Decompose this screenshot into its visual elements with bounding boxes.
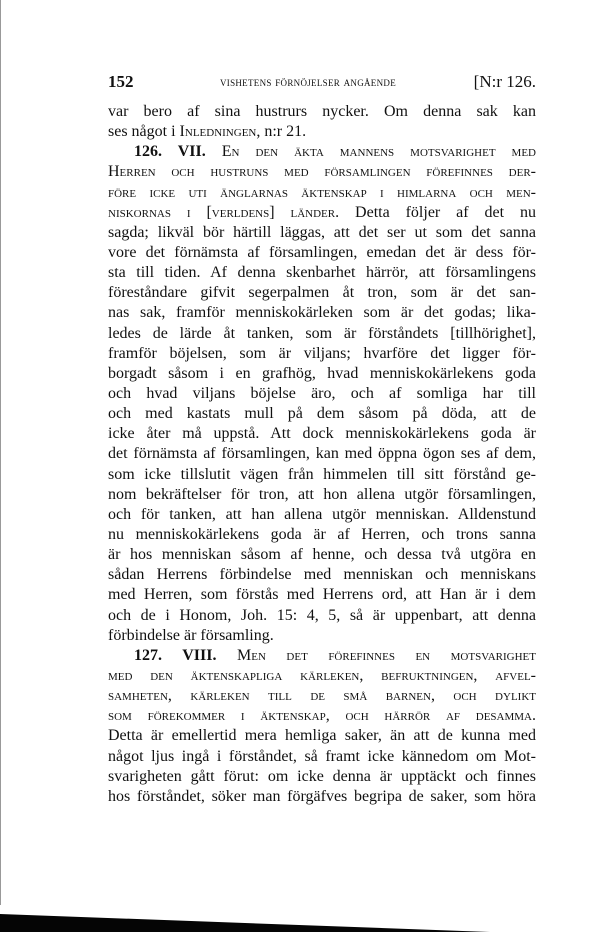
text-segment: , n:r 21. <box>256 123 307 141</box>
text-segment: Detta är emellertid mera hemliga saker, än att de kunna med <box>108 727 536 745</box>
text-segment: borgadt såsom i en grafhög, hvad menniskokärlekens goda <box>108 364 536 382</box>
section-reference: [N:r 126. <box>473 72 536 91</box>
text-segment: svarigheten gått förut: om icke denna är upptäckt och finnes <box>108 767 536 785</box>
text-segment: och hvad viljans böjelse äro, och af somliga har till <box>108 384 536 402</box>
small-caps-text: Herren och hustruns med församlingen förefinnes der- <box>108 163 536 181</box>
small-caps-text: före icke uti änglarnas äktenskap i himlarna och men- <box>108 183 536 201</box>
text-segment: Detta följer af det nu <box>339 203 536 221</box>
text-segment: framför böjelsen, som är viljans; hvarföre det ligger för- <box>108 344 536 362</box>
section-number: 127. VIII. <box>134 646 237 664</box>
text-segment: hos förståndet, söker man förgäfves begripa de saker, som höra <box>108 787 536 805</box>
text-segment: icke åter må uppstå. Att dock menniskokärlekens goda är <box>108 425 536 443</box>
text-segment: och de i Honom, Joh. 15: 4, 5, så är uppenbart, att denna <box>108 606 536 624</box>
small-caps-text: Inledningen <box>179 123 257 141</box>
text-segment: nu menniskokärlekens goda är af Herren, och trons sanna <box>108 525 536 543</box>
text-segment: ses något i <box>108 123 180 141</box>
text-segment: nas sak, framför menniskokärleken som är det godas; lika- <box>108 304 536 322</box>
text-segment: och med kastats mull på dem såsom på döda, att de <box>108 405 536 423</box>
text-segment: sagda; likväl bör härtill läggas, att det ser ut som det sanna <box>108 223 536 241</box>
text-segment: vore det förnämsta af församlingen, emedan det är dess för- <box>108 243 536 261</box>
text-segment: och för tanken, att han allena utgör menniskan. Alldenstund <box>108 505 536 523</box>
small-caps-text: samheten, kärleken till de små barnen, och dylikt <box>108 687 536 705</box>
text-segment: förbindelse är församling. <box>108 626 274 644</box>
text-segment: som icke tillslutit vägen från himmelen till sitt förstånd ge- <box>108 465 536 483</box>
text-segment: något ljus ingå i förståndet, så framt icke kännedom om Mot- <box>108 747 536 765</box>
page-number: 152 <box>108 72 134 91</box>
small-caps-text: niskornas i [verldens] länder. <box>108 203 340 221</box>
text-segment: föreståndare gifvit segerpalmen åt tron, som är det san- <box>108 284 536 302</box>
small-caps-text: Men det förefinnes en motsvarighet <box>237 646 536 664</box>
text-segment: nom bekräftelser för tron, att hon allena utgör församlingen, <box>108 485 536 503</box>
small-caps-text: En den äkta mannens motsvarighet med <box>221 143 536 161</box>
text-segment: är hos menniskan såsom af henne, och dessa två utgöra en <box>108 546 536 564</box>
small-caps-text: som förekommer i äktenskap, och härrör af desamma. <box>108 707 536 725</box>
text-segment: med Herren, som förstås med Herrens ord, att Han är i dem <box>108 586 536 604</box>
small-caps-text: med den äktenskapliga kärleken, befruktningen, afvel- <box>108 666 536 684</box>
running-title: vishetens förnöjelser angående <box>219 74 396 89</box>
text-segment: sta till tiden. Af denna skenbarhet härrör, att församlingens <box>108 264 536 282</box>
text-segment: var bero af sina hustrurs nycker. Om denna sak kan <box>108 103 536 120</box>
section-number: 126. VII. <box>134 143 222 161</box>
text-segment: det förnämsta af församlingen, kan med öppna ögon ses af dem, <box>108 445 536 463</box>
text-segment: sådan Herrens förbindelse med menniskan och menniskans <box>108 566 536 584</box>
text-segment: ledes de lärde åt tanken, som är förståndets [tillhörighet], <box>108 324 536 342</box>
